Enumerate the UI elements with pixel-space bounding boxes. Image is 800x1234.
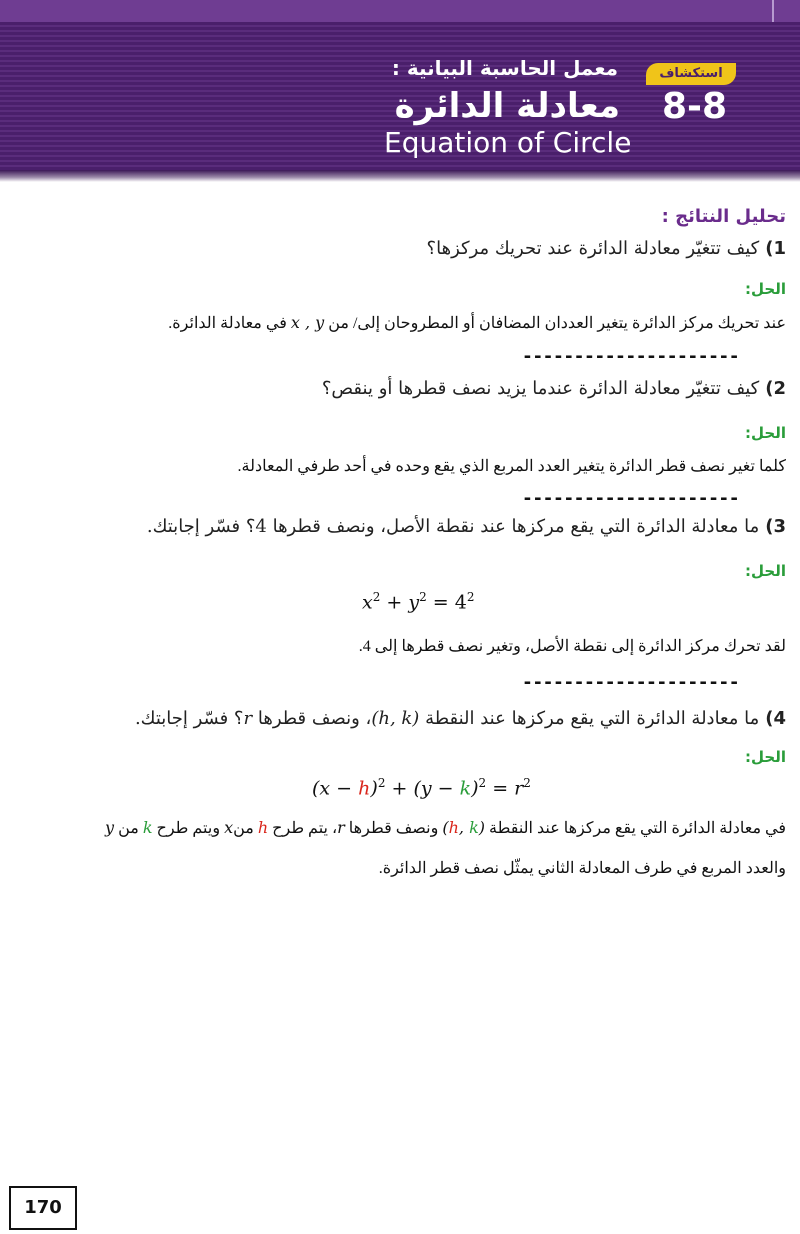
answer4-x: x xyxy=(224,818,234,837)
question-1-number: 1) xyxy=(765,238,786,259)
lesson-title-arabic: معادلة الدائرة xyxy=(394,86,620,126)
question-3-text: ما معادلة الدائرة التي يقع مركزها عند نقطة الأصل، ونصف قطرها 4؟ فسّر إجابتك. xyxy=(146,516,760,537)
solution-label-3: الحل: xyxy=(745,562,786,580)
var-x: x xyxy=(290,313,300,332)
answer4-part-e: ويتم طرح xyxy=(156,820,221,837)
formula4-k: k xyxy=(459,777,472,800)
formula4-exp1: 2 xyxy=(377,776,386,790)
formula-origin-circle xyxy=(362,590,474,613)
answer4-k: k xyxy=(469,818,479,837)
lesson-title-english: Equation of Circle xyxy=(384,126,632,159)
question-2-number: 2) xyxy=(765,378,786,399)
formula3-equals: = xyxy=(426,591,455,614)
question-4-start: ما معادلة الدائرة التي يقع مركزها عند النقطة xyxy=(425,708,760,729)
answer4-part-d: من xyxy=(233,820,254,837)
question-3 xyxy=(147,516,786,537)
answer4-open: ( xyxy=(442,818,449,837)
var-y: y xyxy=(315,313,325,332)
formula3-r: 4 xyxy=(454,591,467,614)
answer4-point xyxy=(442,818,485,837)
answer-4-line-2: والعدد المربع في طرف المعادلة الثاني يمثّل نصف قطر الدائرة. xyxy=(378,860,786,877)
answer-2: كلما تغير نصف قطر الدائرة يتغير العدد المربع الذي يقع وحده في أحد طرفي المعادلة. xyxy=(237,458,786,475)
question-2 xyxy=(322,378,786,399)
separator-1: --------------------- xyxy=(522,346,740,367)
answer-1-vars xyxy=(291,313,324,332)
lesson-number: 8-8 xyxy=(662,86,728,127)
formula4-open-y: + (y − xyxy=(385,777,460,800)
explore-badge: استكشاف xyxy=(646,63,736,85)
question-1-text: كيف تتغيّر معادلة الدائرة عند تحريك مركزها؟ xyxy=(426,238,760,259)
separator-2: --------------------- xyxy=(522,488,740,509)
formula-general-circle xyxy=(312,776,531,799)
formula3-exp-r: 2 xyxy=(466,590,475,604)
answer4-part-f: من xyxy=(118,820,139,837)
formula3-plus: + xyxy=(380,591,409,614)
formula4-h: h xyxy=(358,777,371,800)
question-1 xyxy=(427,238,786,259)
formula3-exp-x: 2 xyxy=(372,590,381,604)
solution-label-2: الحل: xyxy=(745,424,786,442)
question-4-end: ؟ فسّر إجابتك. xyxy=(134,708,244,729)
solution-label-1: الحل: xyxy=(745,280,786,298)
question-4-number: 4) xyxy=(765,708,786,729)
formula3-x: x xyxy=(362,591,373,614)
formula3-y: y xyxy=(408,591,420,614)
question-4-mid: ، ونصف قطرها xyxy=(257,708,372,729)
question-4 xyxy=(135,708,786,729)
formula4-exp2: 2 xyxy=(478,776,487,790)
answer4-r: r xyxy=(337,818,345,837)
answer4-h: h xyxy=(448,818,459,837)
question-4-point: (h, k) xyxy=(371,708,420,729)
var-comma: , xyxy=(299,313,316,332)
answer-1 xyxy=(168,313,786,333)
solution-label-4: الحل: xyxy=(745,748,786,766)
answer4-k2: k xyxy=(142,818,153,837)
answer-1-end: في معادلة الدائرة. xyxy=(168,315,287,332)
question-2-text: كيف تتغيّر معادلة الدائرة عندما يزيد نصف قطرها أو ينقص؟ xyxy=(321,378,760,399)
answer4-part-c: ، يتم طرح xyxy=(272,820,338,837)
separator-3: --------------------- xyxy=(522,672,740,693)
answer4-part-b: ونصف قطرها xyxy=(348,820,439,837)
question-4-r: r xyxy=(243,708,253,729)
formula4-close1: ) xyxy=(370,777,378,800)
lab-subtitle: معمل الحاسبة البيانية : xyxy=(391,56,618,80)
answer-4-line-1 xyxy=(105,818,786,838)
formula4-exp3: 2 xyxy=(523,776,531,790)
formula4-close2: ) xyxy=(471,777,479,800)
formula4-open-x: (x − xyxy=(312,777,359,800)
analysis-heading: تحليل النتائج : xyxy=(661,206,786,227)
answer-1-start: عند تحريك مركز الدائرة يتغير العددان المضافان أو المطروحان إلى/ من xyxy=(328,315,786,332)
question-3-number: 3) xyxy=(765,516,786,537)
answer4-h2: h xyxy=(257,818,269,837)
page-number: 170 xyxy=(9,1186,77,1230)
answer4-part-a: في معادلة الدائرة التي يقع مركزها عند النقطة xyxy=(489,820,786,837)
formula3-exp-y: 2 xyxy=(419,590,427,604)
answer4-comma: , xyxy=(458,818,470,837)
formula4-equals-r: = r xyxy=(486,777,524,800)
answer4-close: ) xyxy=(478,818,486,837)
answer4-y: y xyxy=(105,818,115,837)
answer-3: لقد تحرك مركز الدائرة إلى نقطة الأصل، وتغير نصف قطرها إلى 4. xyxy=(358,638,786,655)
